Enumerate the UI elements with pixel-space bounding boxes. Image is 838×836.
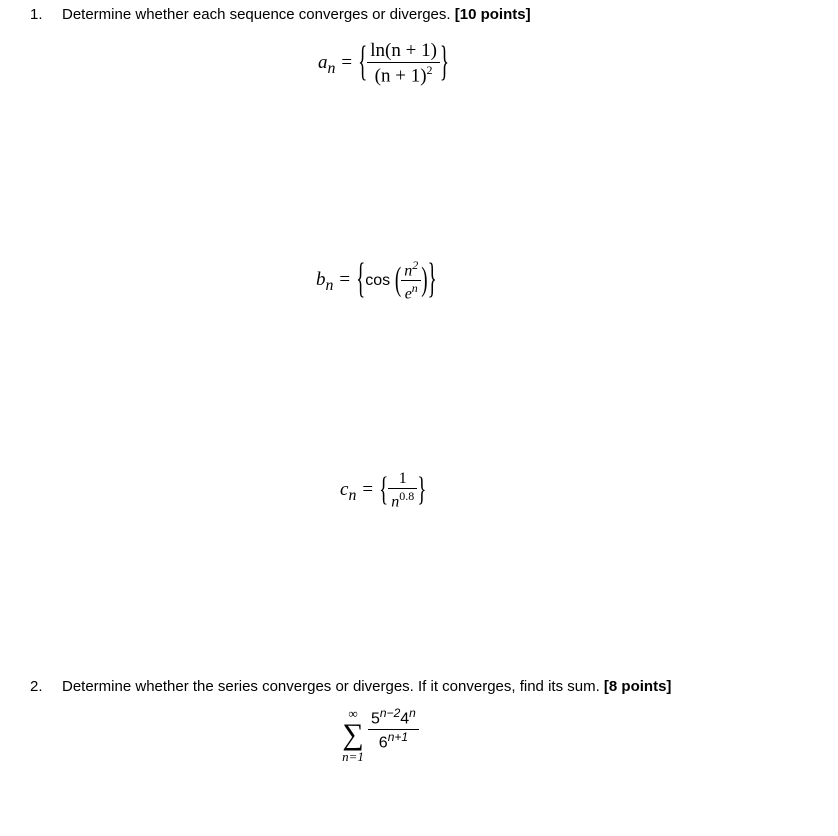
sequence-c [340,470,426,511]
equals: = [339,269,351,291]
den-base: e [404,285,412,303]
points: [10 points] [454,6,531,23]
sub: n [348,486,357,504]
equals: = [362,479,374,501]
sequence-b [316,258,437,304]
sequence-a [318,40,449,87]
summation [338,708,368,764]
left-paren: ( [394,261,402,299]
den-base: 6 [378,733,388,751]
lower-limit: n=1 [342,749,364,764]
num-b-exp: n [409,706,416,721]
var: c [340,479,349,501]
var: a [318,52,328,74]
den-base: n [391,493,400,511]
cos: cos [365,272,391,290]
question-number: 2. [30,678,43,695]
den-exp: n [411,281,418,296]
den-exp: n+1 [387,729,409,744]
right-brace: } [417,470,427,509]
num-exp: 2 [412,258,419,272]
denominator [367,63,440,87]
fraction [367,40,440,87]
right-paren: ) [421,261,428,299]
question-text: Determine whether the series converges or diverges. If it converges, find its sum. [62,678,600,695]
numerator: 1 [388,470,417,489]
fraction [368,706,419,752]
num-a-exp: n−2 [379,706,401,721]
den-exp: 0.8 [399,489,415,503]
numerator [368,706,419,729]
upper-limit: ∞ [348,706,358,721]
sub: n [327,59,336,77]
left-brace: { [379,470,389,509]
numerator [401,258,421,281]
right-brace: } [439,39,450,86]
numerator: ln(n + 1) [367,40,440,63]
points: [8 points] [603,678,672,695]
den-exp: 2 [426,63,433,77]
sub: n [325,276,334,294]
num-a: 5 [371,710,380,728]
series [338,708,419,764]
var: b [316,269,326,291]
denominator [368,730,419,752]
num-b: 4 [400,710,410,728]
sigma-icon: ∑ [342,718,364,751]
denominator [388,489,417,511]
fraction [401,258,421,304]
right-brace: } [427,256,437,303]
den-base: (n + 1) [374,65,427,87]
left-brace: { [358,39,368,86]
left-brace: { [356,256,366,303]
question-text: Determine whether each sequence converges or diverges. [62,6,451,23]
question-number: 1. [30,6,43,23]
num-base: n [404,262,413,280]
fraction [388,470,417,511]
denominator [401,281,421,303]
equals: = [341,52,353,74]
